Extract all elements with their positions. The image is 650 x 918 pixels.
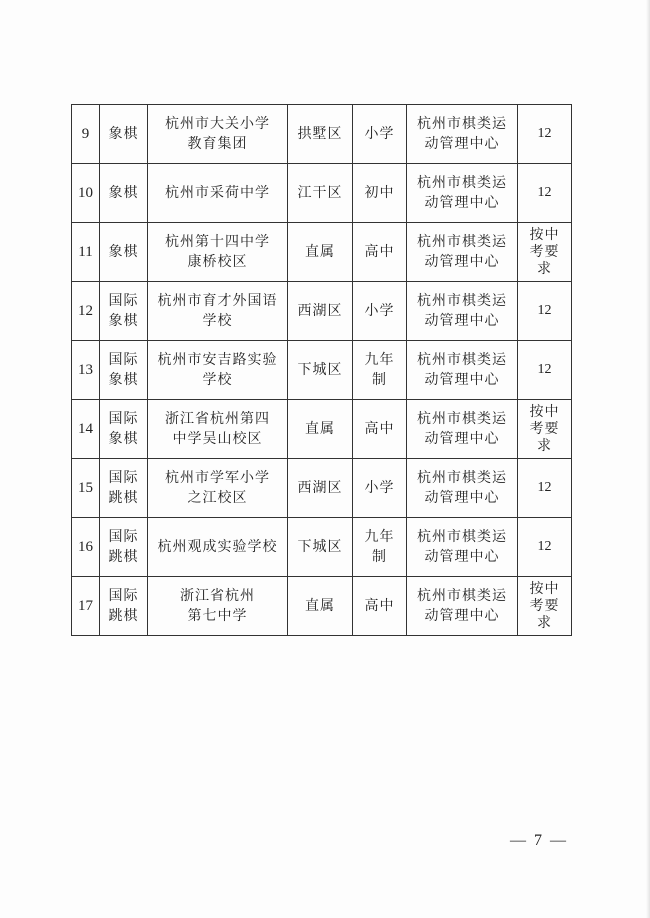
school-cell: 浙江省杭州 第七中学 bbox=[148, 577, 288, 636]
row-number: 13 bbox=[72, 341, 100, 400]
row-number: 12 bbox=[72, 282, 100, 341]
school-cell: 浙江省杭州第四 中学吴山校区 bbox=[148, 400, 288, 459]
unit-cell: 杭州市棋类运 动管理中心 bbox=[407, 341, 518, 400]
page-number: — 7 — bbox=[510, 832, 568, 849]
count-cell: 12 bbox=[518, 105, 572, 164]
unit-cell: 杭州市棋类运 动管理中心 bbox=[407, 400, 518, 459]
district-cell: 西湖区 bbox=[288, 282, 353, 341]
school-cell: 杭州市大关小学 教育集团 bbox=[148, 105, 288, 164]
project-cell: 象棋 bbox=[100, 164, 148, 223]
count-cell: 按中 考要 求 bbox=[518, 577, 572, 636]
project-cell: 国际 跳棋 bbox=[100, 459, 148, 518]
project-cell: 象棋 bbox=[100, 105, 148, 164]
project-cell: 国际 象棋 bbox=[100, 341, 148, 400]
stage-cell: 高中 bbox=[353, 400, 407, 459]
district-cell: 直属 bbox=[288, 400, 353, 459]
unit-cell: 杭州市棋类运 动管理中心 bbox=[407, 223, 518, 282]
project-cell: 国际 象棋 bbox=[100, 400, 148, 459]
unit-cell: 杭州市棋类运 动管理中心 bbox=[407, 282, 518, 341]
unit-cell: 杭州市棋类运 动管理中心 bbox=[407, 164, 518, 223]
count-cell: 按中 考要 求 bbox=[518, 400, 572, 459]
district-cell: 西湖区 bbox=[288, 459, 353, 518]
row-number: 15 bbox=[72, 459, 100, 518]
district-cell: 拱墅区 bbox=[288, 105, 353, 164]
district-cell: 下城区 bbox=[288, 341, 353, 400]
school-cell: 杭州第十四中学 康桥校区 bbox=[148, 223, 288, 282]
school-cell: 杭州市安吉路实验 学校 bbox=[148, 341, 288, 400]
district-cell: 下城区 bbox=[288, 518, 353, 577]
project-cell: 象棋 bbox=[100, 223, 148, 282]
school-cell: 杭州市学军小学 之江校区 bbox=[148, 459, 288, 518]
stage-cell: 初中 bbox=[353, 164, 407, 223]
unit-cell: 杭州市棋类运 动管理中心 bbox=[407, 577, 518, 636]
stage-cell: 小学 bbox=[353, 105, 407, 164]
stage-cell: 小学 bbox=[353, 459, 407, 518]
count-cell: 12 bbox=[518, 341, 572, 400]
count-cell: 12 bbox=[518, 518, 572, 577]
unit-cell: 杭州市棋类运 动管理中心 bbox=[407, 105, 518, 164]
unit-cell: 杭州市棋类运 动管理中心 bbox=[407, 459, 518, 518]
stage-cell: 高中 bbox=[353, 577, 407, 636]
stage-cell: 九年 制 bbox=[353, 518, 407, 577]
district-cell: 直属 bbox=[288, 577, 353, 636]
table-row bbox=[72, 459, 572, 518]
district-cell: 江干区 bbox=[288, 164, 353, 223]
row-number: 16 bbox=[72, 518, 100, 577]
row-number: 14 bbox=[72, 400, 100, 459]
count-cell: 12 bbox=[518, 282, 572, 341]
table-row bbox=[72, 341, 572, 400]
stage-cell: 小学 bbox=[353, 282, 407, 341]
table-row bbox=[72, 282, 572, 341]
stage-cell: 九年 制 bbox=[353, 341, 407, 400]
row-number: 10 bbox=[72, 164, 100, 223]
table-row bbox=[72, 105, 572, 164]
school-roster-table bbox=[71, 104, 572, 636]
count-cell: 12 bbox=[518, 164, 572, 223]
school-cell: 杭州观成实验学校 bbox=[148, 518, 288, 577]
district-cell: 直属 bbox=[288, 223, 353, 282]
table-body bbox=[72, 105, 572, 636]
table-row bbox=[72, 164, 572, 223]
page-edge-shadow bbox=[646, 0, 650, 918]
stage-cell: 高中 bbox=[353, 223, 407, 282]
project-cell: 国际 跳棋 bbox=[100, 518, 148, 577]
unit-cell: 杭州市棋类运 动管理中心 bbox=[407, 518, 518, 577]
table-row bbox=[72, 223, 572, 282]
table-row bbox=[72, 400, 572, 459]
row-number: 9 bbox=[72, 105, 100, 164]
project-cell: 国际 象棋 bbox=[100, 282, 148, 341]
table-row bbox=[72, 518, 572, 577]
school-cell: 杭州市采荷中学 bbox=[148, 164, 288, 223]
row-number: 17 bbox=[72, 577, 100, 636]
count-cell: 按中 考要 求 bbox=[518, 223, 572, 282]
row-number: 11 bbox=[72, 223, 100, 282]
count-cell: 12 bbox=[518, 459, 572, 518]
project-cell: 国际 跳棋 bbox=[100, 577, 148, 636]
school-cell: 杭州市育才外国语 学校 bbox=[148, 282, 288, 341]
table-row bbox=[72, 577, 572, 636]
